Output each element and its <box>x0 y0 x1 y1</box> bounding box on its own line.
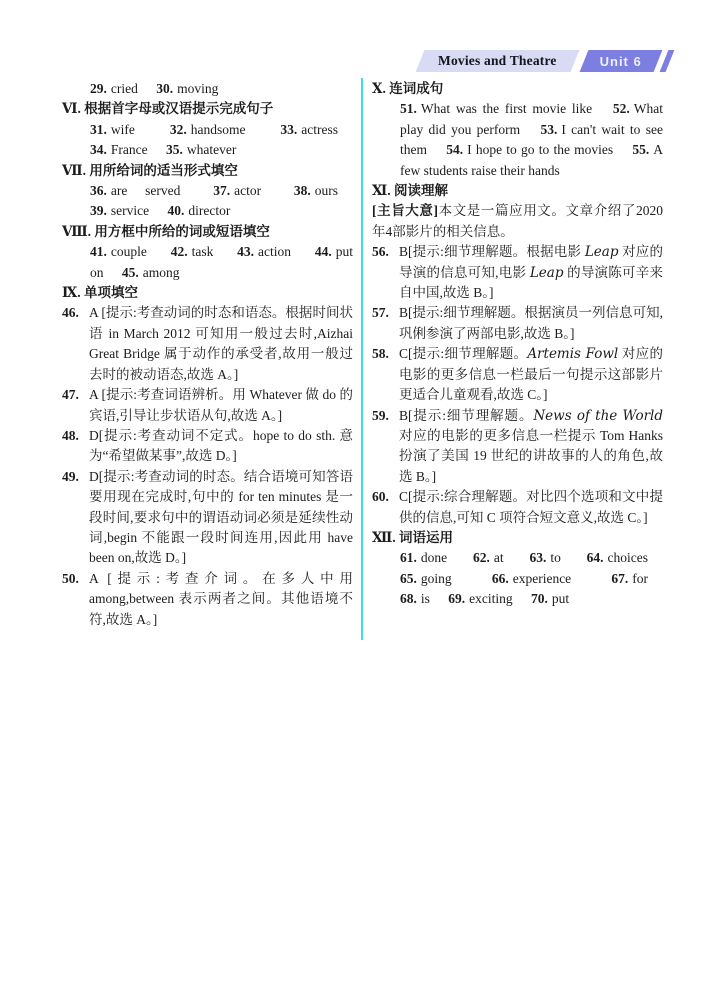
answer-item <box>400 101 592 116</box>
answer-line <box>62 120 353 161</box>
answer-number: 64. <box>586 550 604 566</box>
movie-title: News of the World <box>533 407 663 424</box>
answer-item <box>529 550 560 565</box>
answer-number: 56. <box>372 244 389 260</box>
answer-text: couple <box>110 244 147 260</box>
answer-number: 70. <box>531 591 548 607</box>
answer-text: cried <box>110 81 138 96</box>
answer-number: 32. <box>169 121 187 137</box>
unit-title: Movies and Theatre <box>438 53 557 68</box>
answer-number: 69. <box>448 591 466 607</box>
answer-text: handsome <box>190 121 246 137</box>
explained-answer <box>62 467 353 569</box>
answer-number: 37. <box>213 183 231 199</box>
answer-number: 49. <box>62 468 79 484</box>
answer-number: 35. <box>165 142 183 158</box>
answer-number: 30. <box>156 81 174 96</box>
unit-badge <box>584 50 658 72</box>
answer-number: 38. <box>293 183 311 199</box>
explained-answer <box>62 426 353 467</box>
answer-number: 65. <box>400 570 417 586</box>
answer-text: to <box>550 550 561 566</box>
answer-line <box>372 548 663 609</box>
answer-item <box>90 183 180 198</box>
answer-line <box>372 99 663 181</box>
answer-item <box>213 183 261 198</box>
answer-text: actress <box>301 121 339 137</box>
answer-text: whatever <box>186 142 237 158</box>
answer-line <box>62 79 353 99</box>
answer-line <box>62 242 353 283</box>
answer-number: 46. <box>62 305 79 321</box>
answer-number: 54. <box>446 142 464 158</box>
answer-explanation: B[提示:细节理解题。News of the World 对应的电影的更多信息一栏提示 Tom Hanks 扮演了美国 19 世纪的讲故事的人的角色,故选 B。] <box>399 407 663 484</box>
section-heading: Ⅺ. 阅读理解 <box>372 183 448 199</box>
answer-explanation: B[提示:细节理解题。根据演员一列信息可知,巩俐参演了两部电影,故选 B。] <box>399 305 663 341</box>
header-end-bar <box>659 50 674 72</box>
answer-item <box>611 571 648 586</box>
answer-item <box>446 142 613 157</box>
answer-line <box>62 181 353 222</box>
section-heading: Ⅻ. 词语运用 <box>372 529 454 545</box>
answer-number: 68. <box>400 591 417 607</box>
answer-explanation: D[提示:考查动词不定式。hope to do sth. 意为“希望做某事”,故选 D。] <box>89 427 353 464</box>
answer-item <box>492 571 571 586</box>
answer-explanation: C[提示:综合理解题。对比四个选项和文中提供的信息,可知 C 项符合短文意义,故选 C。] <box>399 489 663 525</box>
column-divider <box>361 78 363 640</box>
answer-item <box>473 550 504 565</box>
answer-number: 44. <box>314 244 332 260</box>
answer-number: 29. <box>90 81 107 96</box>
answer-item <box>156 81 218 96</box>
answer-number: 53. <box>540 121 558 137</box>
explained-answer <box>62 303 353 385</box>
answer-text: put on <box>90 244 353 280</box>
explained-answer <box>372 344 663 405</box>
answer-text: experience <box>512 570 572 586</box>
answer-number: 60. <box>372 489 389 505</box>
unit-title-strip <box>420 50 575 72</box>
right-column <box>372 79 663 610</box>
answer-number: 43. <box>237 244 255 260</box>
section-heading: Ⅸ. 单项填空 <box>62 285 138 301</box>
answer-explanation: A [提示:考查介词。在多人中用 among,between 表示两者之间。其他语境不符,故选 A。] <box>89 570 353 627</box>
answer-number: 48. <box>62 427 79 443</box>
answer-number: 50. <box>62 570 79 586</box>
answer-text: wife <box>110 121 135 137</box>
answer-text: action <box>258 244 292 260</box>
answer-text: France <box>110 142 148 158</box>
unit-badge-label: Unit 6 <box>599 53 642 69</box>
answer-number: 40. <box>167 203 185 219</box>
answer-text: I hope to go to the movies <box>467 142 614 158</box>
answer-text: What play did you perform <box>400 101 663 137</box>
answer-item <box>531 591 569 606</box>
answer-item <box>448 591 512 606</box>
answer-text: A few students raise their hands <box>400 142 664 178</box>
passage-summary: [主旨大意]本文是一篇应用文。文章介绍了2020年4部影片的相关信息。 <box>372 203 663 239</box>
answer-text: exciting <box>469 591 513 607</box>
answer-number: 51. <box>400 101 417 117</box>
answer-text: are served <box>110 183 181 199</box>
answer-number: 52. <box>612 101 630 117</box>
answer-text: for <box>632 570 649 586</box>
answer-item <box>90 203 149 218</box>
answer-text: What was the first movie like <box>420 101 593 117</box>
answer-item <box>166 142 236 157</box>
answer-number: 55. <box>632 142 650 158</box>
answer-number: 47. <box>62 387 79 403</box>
answer-number: 67. <box>611 570 629 586</box>
answer-item <box>90 142 148 157</box>
section-heading: Ⅹ. 连词成句 <box>372 81 444 96</box>
answer-text: I can't wait to see them <box>400 121 663 158</box>
answer-text: ours <box>314 183 339 199</box>
answer-item <box>167 203 230 218</box>
answer-text: service <box>110 203 150 219</box>
answer-item <box>587 550 648 565</box>
answer-text: among <box>142 264 180 280</box>
answer-item <box>237 244 291 259</box>
answer-number: 33. <box>280 121 298 137</box>
answer-item <box>90 122 135 137</box>
answer-item <box>90 81 138 96</box>
answer-explanation: C[提示:细节理解题。Artemis Fowl 对应的电影的更多信息一栏最后一句提示这部影片更适合儿童观看,故选 C。] <box>399 346 663 403</box>
answer-number: 59. <box>372 407 389 423</box>
answer-item <box>122 265 180 280</box>
answer-number: 57. <box>372 305 389 321</box>
answer-text: moving <box>177 81 219 96</box>
answer-explanation: A [提示:考查词语辨析。用 Whatever 做 do 的宾语,引导让步状语从句,故选 A。] <box>89 387 353 423</box>
section-heading: Ⅶ. 用所给词的适当形式填空 <box>62 162 238 178</box>
answer-text: done <box>420 550 448 566</box>
explained-answer <box>62 385 353 426</box>
answer-number: 66. <box>491 570 509 586</box>
answer-text: task <box>191 244 214 260</box>
explained-answer <box>372 242 663 303</box>
movie-title: Leap <box>584 244 619 261</box>
answer-number: 34. <box>90 142 107 158</box>
answer-item <box>90 244 147 259</box>
answer-item <box>171 244 214 259</box>
answer-explanation: B[提示:细节理解题。根据电影 Leap 对应的导演的信息可知,电影 Leap 的导演陈可辛来自中国,故选 B。] <box>399 244 663 301</box>
summary-label: [主旨大意] <box>372 203 438 219</box>
explained-answer <box>372 406 663 488</box>
answer-text: going <box>420 570 452 586</box>
answer-text: actor <box>234 183 262 199</box>
answer-item <box>170 122 246 137</box>
answer-text: director <box>188 203 231 219</box>
answer-number: 42. <box>170 244 188 260</box>
answer-number: 61. <box>400 550 417 566</box>
answer-number: 36. <box>90 183 107 199</box>
answer-number: 41. <box>90 244 107 260</box>
answer-text: choices <box>607 550 649 566</box>
answer-item <box>400 591 430 606</box>
answer-item <box>294 183 338 198</box>
answer-text: is <box>420 591 430 607</box>
answer-explanation: A [提示:考查动词的时态和语态。根据时间状语 in March 2012 可知用一般过去时,Aizhai Great Bridge 属于动作的承受者,故用一般过去时的被动语态,故选 A。] <box>89 305 353 382</box>
answer-text: put <box>551 591 570 607</box>
answer-number: 58. <box>372 346 389 362</box>
answer-number: 62. <box>472 550 490 566</box>
answer-item <box>280 122 338 137</box>
explained-answer <box>372 303 663 344</box>
explained-answer <box>62 569 353 630</box>
section-heading: Ⅷ. 用方框中所给的词或短语填空 <box>62 223 270 239</box>
section-heading: Ⅵ. 根据首字母或汉语提示完成句子 <box>62 101 274 117</box>
movie-title: Leap <box>529 264 564 281</box>
answer-item <box>400 571 452 586</box>
left-column <box>62 79 353 630</box>
answer-text: at <box>493 550 504 566</box>
answer-explanation: D[提示:考查动词的时态。结合语境可知答语要用现在完成时,句中的 for ten minutes 是一段时间,要求句中的谓语动词必须是延续性动词,begin 不能跟一段时间连用,因此用 have been on,故选 D。] <box>89 468 353 566</box>
answer-number: 31. <box>90 121 107 137</box>
answer-number: 63. <box>529 550 547 566</box>
explained-answer <box>372 487 663 528</box>
page-header <box>420 50 670 72</box>
answer-number: 39. <box>90 203 107 219</box>
movie-title: Artemis Fowl <box>527 346 619 363</box>
answer-item <box>400 550 447 565</box>
answer-number: 45. <box>121 264 139 280</box>
